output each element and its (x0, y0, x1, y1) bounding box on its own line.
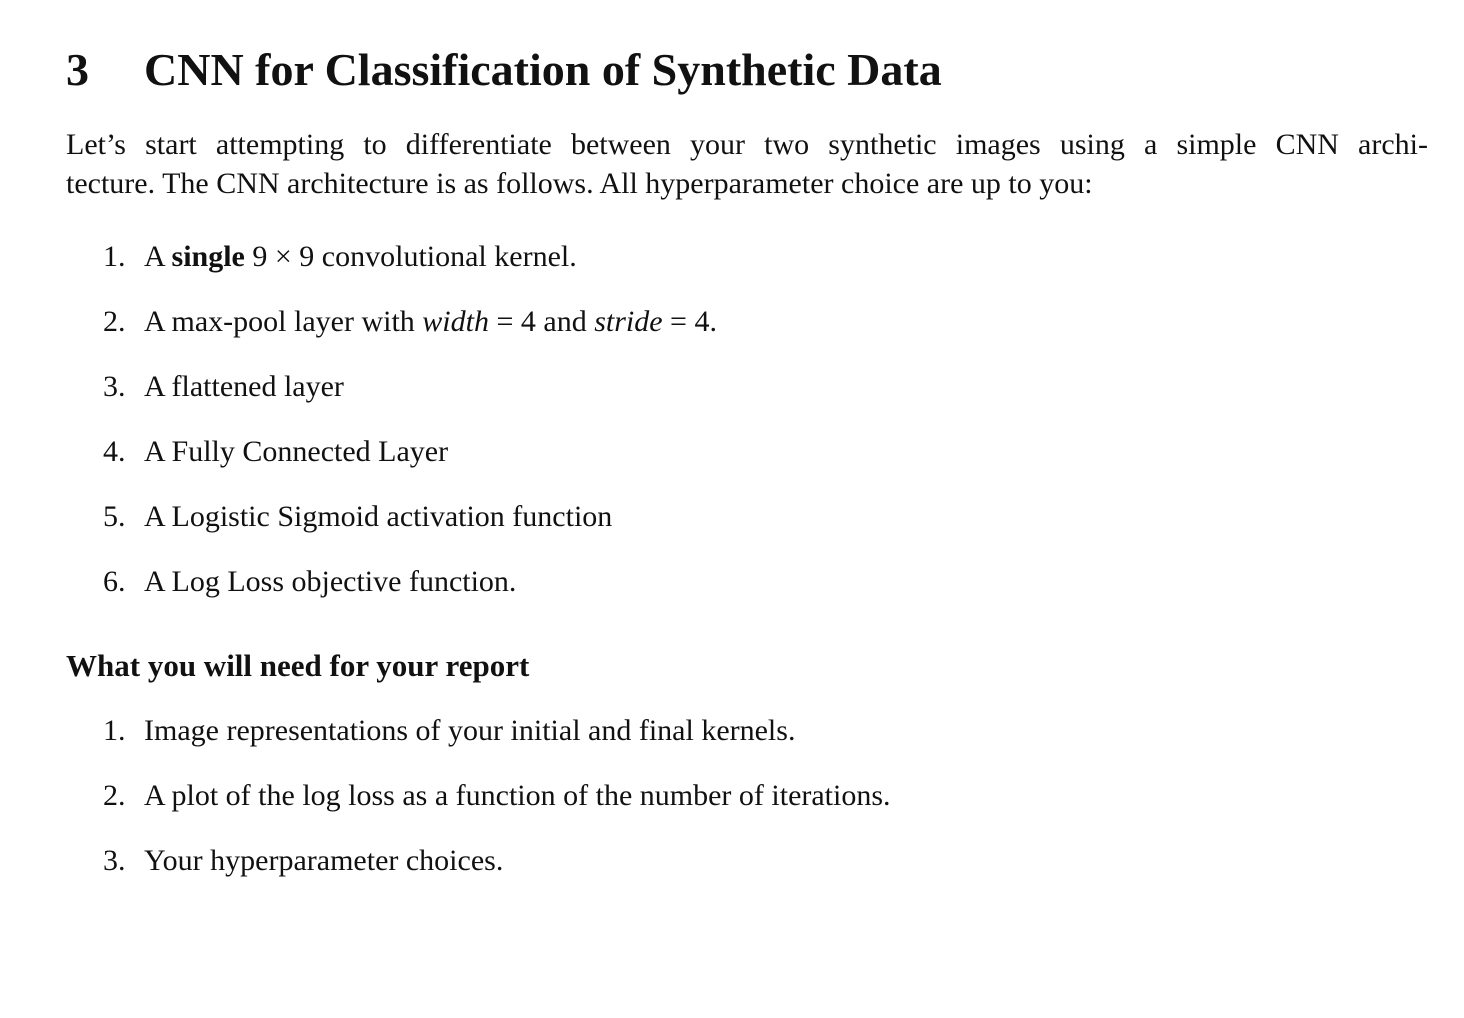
report-heading: What you will need for your report (66, 648, 530, 683)
list-item-number: 6. (103, 565, 126, 598)
math-variable-stride: stride (594, 305, 663, 338)
list-item-text: A Logistic Sigmoid activation function (144, 500, 613, 533)
item-prefix: A (144, 240, 165, 273)
list-item-number: 2. (103, 305, 126, 338)
list-item-text (144, 237, 577, 277)
item-part: = 4 and (496, 305, 587, 338)
list-item-text: A flattened layer (144, 370, 344, 403)
list-item-text: A Fully Connected Layer (144, 435, 449, 468)
item-part: A max-pool layer with (144, 305, 415, 338)
list-item-number: 2. (103, 779, 126, 812)
list-item-text: Image representations of your initial and final kernels. (144, 714, 796, 747)
section-title: CNN for Classification of Synthetic Data (144, 44, 942, 95)
list-item-text: A plot of the log loss as a function of the number of iterations. (144, 779, 891, 812)
item-part: = 4. (670, 305, 717, 338)
list-item-text: A Log Loss objective function. (144, 565, 517, 598)
list-item-number: 4. (103, 435, 126, 468)
item-rest: 9 × 9 convolutional kernel. (252, 240, 577, 273)
intro-paragraph (66, 125, 1428, 203)
list-item-number: 5. (103, 500, 126, 533)
list-item-number: 3. (103, 844, 126, 877)
item-bold-word: single (171, 240, 245, 273)
list-item-text (144, 302, 717, 342)
intro-line-1: Let’s start attempting to differentiate between your two synthetic images using a simple CNN archi- (66, 128, 1428, 161)
intro-line-2: tecture. The CNN architecture is as follows. All hyperparameter choice are up to you: (66, 167, 1093, 200)
list-item-number: 3. (103, 370, 126, 403)
section-heading (66, 40, 942, 100)
list-item-number: 1. (103, 714, 126, 747)
list-item-text: Your hyperparameter choices. (144, 844, 504, 877)
section-number: 3 (66, 44, 89, 95)
list-item-number: 1. (103, 240, 126, 273)
math-variable-width: width (422, 305, 489, 338)
